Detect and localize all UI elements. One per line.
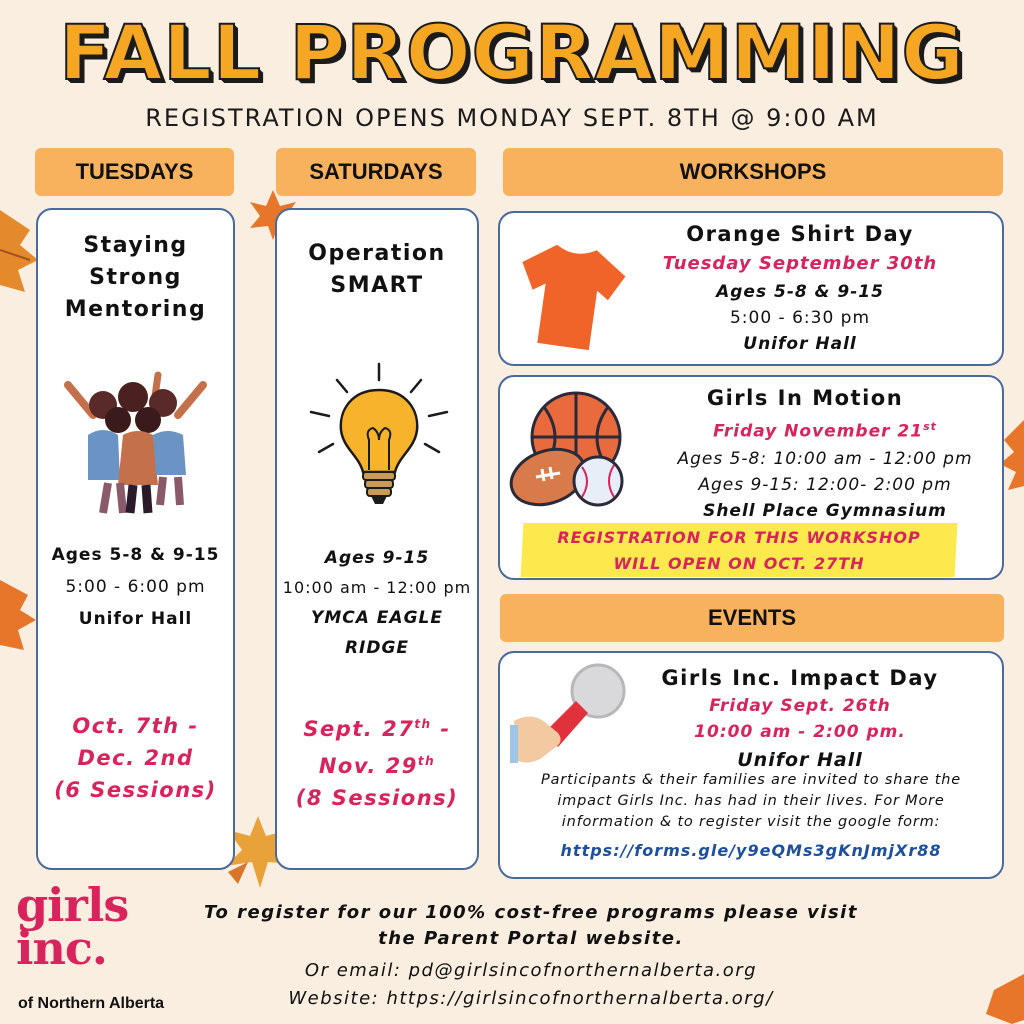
registration-notice: REGISTRATION FOR THIS WORKSHOP WILL OPEN ON OCT. 27TH xyxy=(557,528,921,573)
program-title-line: Operation xyxy=(308,241,446,266)
location-line: YMCA EAGLE xyxy=(311,608,443,628)
workshop-ages: Ages 5-8: 10:00 am - 12:00 pm xyxy=(677,448,973,469)
event-time: 10:00 am - 2:00 pm. xyxy=(694,722,906,742)
workshop-location: Shell Place Gymnasium xyxy=(703,500,947,521)
workshop-date: Tuesday September 30th xyxy=(662,253,938,274)
footer-email[interactable]: Or email: pd@girlsincofnorthernalberta.org xyxy=(304,960,758,981)
location: Unifor Hall xyxy=(78,609,193,629)
autumn-leaf-icon xyxy=(0,575,38,655)
tuesdays-card xyxy=(36,208,235,870)
date-range-line: Dec. 2nd xyxy=(77,746,194,770)
footer-text xyxy=(176,900,886,952)
workshops-header: WORKSHOPS xyxy=(503,148,1003,196)
events-header: EVENTS xyxy=(500,594,1004,642)
tuesdays-header: TUESDAYS xyxy=(35,148,234,196)
event-date: Friday Sept. 26th xyxy=(709,696,891,716)
workshop-date: Friday November 21st xyxy=(713,420,937,442)
workshop-location: Unifor Hall xyxy=(743,334,857,354)
sessions-count: (8 Sessions) xyxy=(295,786,459,810)
time: 10:00 am - 12:00 pm xyxy=(282,578,472,597)
girls-inc-logo: girls inc. xyxy=(16,878,129,975)
autumn-leaf-icon xyxy=(982,970,1024,1024)
lightbulb-icon xyxy=(307,360,452,510)
workshop-title: Girls In Motion xyxy=(706,386,904,410)
footer-portal-line: the Parent Portal website. xyxy=(378,928,684,949)
sports-balls-icon xyxy=(506,389,626,509)
program-title-line: Mentoring xyxy=(64,297,207,322)
ages: Ages 9-15 xyxy=(324,548,430,568)
saturdays-card xyxy=(275,208,479,870)
registration-subtitle: REGISTRATION OPENS MONDAY SEPT. 8TH @ 9:00 AM xyxy=(145,104,879,132)
girls-group-icon xyxy=(48,365,223,515)
autumn-leaf-icon xyxy=(0,200,40,300)
program-title-line: SMART xyxy=(330,273,424,298)
orange-shirt-icon xyxy=(514,241,626,351)
workshop-ages: Ages 9-15: 12:00- 2:00 pm xyxy=(698,474,952,495)
workshop-card-girls-in-motion xyxy=(498,375,1004,580)
google-form-link[interactable]: https://forms.gle/y9eQMs3gKnJmjXr88 xyxy=(560,841,942,860)
program-title-line: Staying xyxy=(83,233,188,258)
date-range-line: Oct. 7th - xyxy=(72,714,199,738)
time: 5:00 - 6:00 pm xyxy=(65,577,206,597)
date-start: Sept. 27th - xyxy=(303,717,451,741)
event-description: Participants & their families are invited to share the impact Girls Inc. has had in their lives. For More information & to register visit the google form: xyxy=(541,772,961,830)
saturdays-header: SATURDAYS xyxy=(276,148,476,196)
ages: Ages 5-8 & 9-15 xyxy=(51,545,220,565)
date-end: Nov. 29th xyxy=(318,754,436,778)
workshop-title: Orange Shirt Day xyxy=(686,222,914,246)
location-line: RIDGE xyxy=(344,638,410,658)
microphone-icon xyxy=(510,661,628,765)
event-title: Girls Inc. Impact Day xyxy=(661,666,939,690)
workshop-card-orange-shirt xyxy=(498,211,1004,366)
event-location: Unifor Hall xyxy=(737,749,863,771)
event-card-impact-day xyxy=(498,651,1004,879)
workshop-time: 5:00 - 6:30 pm xyxy=(729,308,871,328)
page-title: FALL PROGRAMMING xyxy=(59,8,965,97)
logo-subtitle: of Northern Alberta xyxy=(18,995,165,1012)
workshop-ages: Ages 5-8 & 9-15 xyxy=(716,282,884,302)
sessions-count: (6 Sessions) xyxy=(54,778,217,802)
footer-register-line: To register for our 100% cost-free programs please visit xyxy=(204,902,858,923)
program-title-line: Strong xyxy=(89,265,182,290)
footer-website[interactable]: Website: https://girlsincofnorthernalberta.org/ xyxy=(288,988,774,1009)
